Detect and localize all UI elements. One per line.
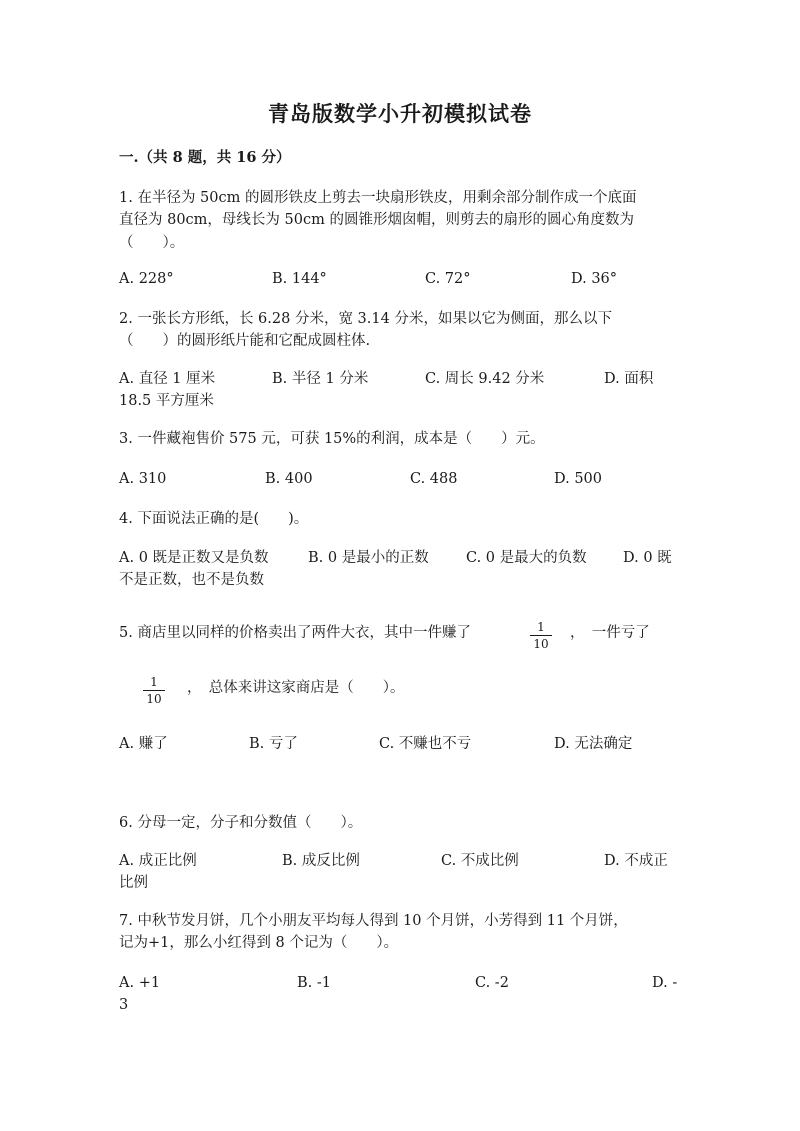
question-5-option-d[interactable]: D. 无法确定 <box>554 736 633 752</box>
question-7-line-1: 7. 中秋节发月饼，几个小朋友平均每人得到 10 个月饼，小芳得到 11 个月饼， <box>119 913 628 929</box>
question-3-option-d[interactable]: D. 500 <box>554 471 603 487</box>
question-4-option-a[interactable]: A. 0 既是正数又是负数 <box>119 550 269 566</box>
section-heading: 一.（共 8 题，共 16 分） <box>119 149 291 166</box>
question-4-option-b[interactable]: B. 0 是最小的正数 <box>308 550 429 566</box>
question-6-line-1: 6. 分母一定，分子和分数值（ ）。 <box>119 815 363 831</box>
fraction-numerator: 1 <box>143 675 165 691</box>
question-2-option-d-continued: 18.5 平方厘米 <box>119 393 214 409</box>
question-6-option-b[interactable]: B. 成反比例 <box>282 853 360 869</box>
question-4-option-d[interactable]: D. 0 既 <box>623 550 672 566</box>
question-6-option-a[interactable]: A. 成正比例 <box>119 853 197 869</box>
question-2-option-a[interactable]: A. 直径 1 厘米 <box>119 371 216 387</box>
fraction-numerator: 1 <box>530 620 552 636</box>
question-2-option-c[interactable]: C. 周长 9.42 分米 <box>425 371 545 387</box>
fraction-denominator: 10 <box>146 692 162 706</box>
question-2-option-d[interactable]: D. 面积 <box>604 371 654 387</box>
question-1-line-3: （ ）。 <box>119 235 185 251</box>
page-title: 青岛版数学小升初模拟试卷 <box>268 101 532 126</box>
question-1-option-b[interactable]: B. 144° <box>272 271 327 287</box>
question-5-option-c[interactable]: C. 不赚也不亏 <box>379 736 472 752</box>
question-7-option-a[interactable]: A. +1 <box>119 975 161 991</box>
question-2-option-b[interactable]: B. 半径 1 分米 <box>272 371 369 387</box>
question-1-line-2: 直径为 80cm，母线长为 50cm 的圆锥形烟囱帽，则剪去的扇形的圆心角度数为 <box>119 212 634 228</box>
question-7-option-d[interactable]: D. - <box>652 975 678 991</box>
question-3-option-b[interactable]: B. 400 <box>265 471 313 487</box>
question-5-option-b[interactable]: B. 亏了 <box>249 736 298 752</box>
question-2-line-2: （ ）的圆形纸片能和它配成圆柱体. <box>119 333 371 349</box>
question-6-option-c[interactable]: C. 不成比例 <box>441 853 519 869</box>
question-4-option-d-continued: 不是正数，也不是负数 <box>119 572 264 588</box>
question-2-line-1: 2. 一张长方形纸，长 6.28 分米，宽 3.14 分米，如果以它为侧面，那么以下 <box>119 311 612 327</box>
fraction-denominator: 10 <box>533 637 549 651</box>
question-7-option-c[interactable]: C. -2 <box>475 975 509 991</box>
question-1-option-d[interactable]: D. 36° <box>571 271 618 287</box>
question-7-line-2: 记为+1，那么小红得到 8 个记为（ ）。 <box>119 935 399 951</box>
question-6-option-d-continued: 比例 <box>119 875 148 891</box>
question-7-option-b[interactable]: B. -1 <box>297 975 331 991</box>
question-5-line-1a: 5. 商店里以同样的价格卖出了两件大衣，其中一件赚了 <box>119 625 471 641</box>
question-5-option-a[interactable]: A. 赚了 <box>119 736 168 752</box>
question-6-option-d[interactable]: D. 不成正 <box>604 853 668 869</box>
question-1-option-c[interactable]: C. 72° <box>425 271 471 287</box>
question-3-option-a[interactable]: A. 310 <box>119 471 167 487</box>
question-4-line-1: 4. 下面说法正确的是( )。 <box>119 511 309 527</box>
question-3-option-c[interactable]: C. 488 <box>410 471 458 487</box>
question-5-line-2: ， 总体来讲这家商店是（ ）。 <box>187 680 405 696</box>
fraction-one-tenth-1 <box>530 620 552 651</box>
question-1-line-1: 1. 在半径为 50cm 的圆形铁皮上剪去一块扇形铁皮，用剩余部分制作成一个底面 <box>119 190 637 206</box>
question-7-option-d-continued: 3 <box>119 997 129 1013</box>
fraction-one-tenth-2 <box>143 675 165 706</box>
question-1-option-a[interactable]: A. 228° <box>119 271 174 287</box>
question-5-line-1b: ， 一件亏了 <box>570 625 650 641</box>
question-4-option-c[interactable]: C. 0 是最大的负数 <box>466 550 587 566</box>
question-3-line-1: 3. 一件藏袍售价 575 元，可获 15%的利润，成本是（ ）元。 <box>119 431 545 447</box>
